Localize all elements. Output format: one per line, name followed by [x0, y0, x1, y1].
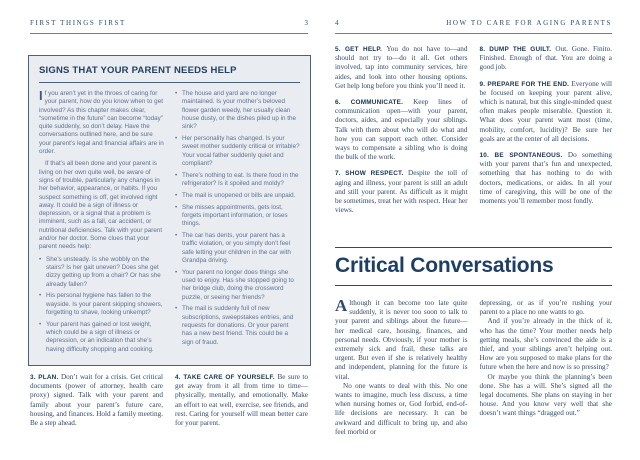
bullet-marker: •	[175, 171, 178, 179]
signs-box-columns	[39, 90, 300, 357]
drop-cap: A	[335, 296, 348, 315]
numbered-item-label: 5. GET HELP.	[335, 46, 387, 53]
signs-box-intro	[39, 90, 164, 252]
bullet-item: • There’s nothing to eat. Is there food in the refrigerator? Is it spoiled and moldy?	[175, 171, 299, 187]
left-running-head	[30, 19, 308, 34]
right-items-column-2	[480, 45, 613, 222]
paragraph: Or maybe you think the planning’s been done. She has a will. She’s signed all the legal documents. She plans on staying in her house. And you know very well that she doesn’t want things “dragged out.”	[479, 372, 612, 418]
bullet-marker: •	[175, 191, 178, 199]
bullet-marker: •	[175, 231, 178, 239]
numbered-item-label: 3. PLAN.	[30, 374, 61, 381]
bullet-item: • The mail is suddenly full of new subscriptions, sweepstakes entries, and requests for donations. Or your parent has a new best friend. This could be a sign of fraud.	[175, 305, 294, 346]
bullet-item: • The mail is unopened or bills are unpaid.	[175, 191, 296, 199]
bullet-marker: •	[39, 255, 42, 263]
right-running-head-title: HOW TO CARE FOR AGING PARENTS	[446, 19, 612, 27]
numbered-item: 7. SHOW RESPECT. Despite the toll of aging and illness, your parent is still an adult and still your parent. As difficult as it might be sometimes, treat her with respect. Hear her views.	[335, 169, 468, 215]
numbered-item: 4. TAKE CARE OF YOURSELF. Be sure to get away from it all from time to time—physically, mentally, and emotionally. Make an effort to eat well, exercise, see friends, and rest. Caring for yourself will mean better care for your parent.	[175, 373, 308, 428]
right-running-head	[335, 19, 612, 34]
left-page-number: 3	[304, 19, 308, 27]
signs-box-title: SIGNS THAT YOUR PARENT NEEDS HELP	[39, 65, 300, 83]
section-body-column-left	[335, 296, 468, 437]
signs-box-column-left	[39, 90, 164, 357]
left-items-column-2	[175, 373, 308, 435]
paragraph: Although it can become too late quite suddenly, it is never too soon to talk to your parent and siblings about the future—her medical care, housing, finances, and personal needs. Obviously, if your mother is extremely sick and frail, these talks are urgent. But even if she is relatively healthy and independent, planning for the future is vital.	[335, 296, 468, 381]
bullet-item: • His personal hygiene has fallen to the wayside. Is your parent skipping showers, forgetting to shave, looking unkempt?	[39, 292, 163, 316]
numbered-item: 6. COMMUNICATE. Keep lines of communication open—with your parent, doctors, aides, and especially your siblings. Talk with them about who will do what and how you can support each other. Consider ways to compensate a sibling who is doing the bulk of the work.	[335, 98, 468, 162]
section-heading-block	[335, 247, 612, 286]
bullet-item: • Your parent has gained or lost weight, which could be a sign of illness or depression, or an indication that she’s having difficulty shopping and cooking.	[39, 320, 154, 353]
numbered-item-label: 10. BE SPONTANEOUS.	[479, 152, 568, 160]
bullet-marker: •	[175, 90, 178, 97]
bullet-marker: •	[175, 305, 178, 313]
bullet-item: • Your parent no longer does things she used to enjoy. Has she stopped going to her bridge club, doing the crossword puzzle, or seeing her friends?	[175, 268, 294, 301]
left-items-column-1	[30, 373, 163, 435]
bullet-item: • Her personality has changed. Is your sweet mother suddenly critical or irritable? Your vocal father suddenly quiet and compliant?	[175, 134, 300, 167]
numbered-item: 9. PREPARE FOR THE END. Everyone will be focused on keeping your parent alive, which is natural, but this single-minded quest often makes people miserable. Question it. What does your parent want most (time, mobility, comfort, lucidity)? Be sure her goals are at the center of all decisions.	[479, 79, 612, 143]
bullet-marker: •	[175, 203, 178, 211]
bullet-item: • The house and yard are no longer maintained. Is your mother’s beloved flower garden weedy, her usually clean house dusty, or the dishes piled up in the sink?	[175, 90, 297, 131]
numbered-item-label: 7. SHOW RESPECT.	[335, 170, 408, 178]
numbered-item-label: 9. PREPARE FOR THE END.	[479, 80, 572, 88]
bullet-item: • She misses appointments, gets lost, forgets important information, or loses things.	[175, 203, 288, 228]
paragraph: No one wants to deal with this. No one wants to imagine, much less discuss, a time when nursing homes or, God forbid, end-of-life decisions are necessary. It can be awkward and difficult to bring up, and also feel morbid or	[335, 381, 468, 436]
signs-box	[28, 55, 311, 366]
left-page-numbered-items	[30, 373, 308, 435]
paragraph: depressing, or as if you’re rushing your parent to a place no one wants to go.	[479, 299, 612, 317]
paragraph: And if you’re already in the thick of it, who has the time? Your mother needs help getting meals, she’s convinced the aide is a thief, and your siblings aren’t helping out. How are you supposed to make plans for the future when the here and now is so pressing?	[479, 317, 612, 372]
bullet-marker: •	[175, 134, 178, 142]
numbered-item-label: 8. DUMP THE GUILT.	[479, 46, 556, 53]
paragraph: If that’s all been done and your parent is living on her own quite well, be aware of signs of trouble, particularly any changes in her behavior, appearance, or habits. If you suspect something is off, get involved right away. It could be a sign of illness or depression, or a signal that a problem is imminent, such as a fall, car accident, or nutritional deficiencies. Talk with your parent and/or her doctor. Some clues that your parent needs help:	[39, 160, 163, 251]
bullet-marker: •	[39, 292, 42, 300]
numbered-item: 8. DUMP THE GUILT. Out. Gone. Finito. Finished. Enough of that. You are doing a good job.	[479, 45, 612, 72]
bullet-item: • She’s unsteady. Is she wobbly on the stairs? Is her gait uneven? Does she get dizzy getting up from a chair? Or has she already fallen?	[39, 255, 161, 288]
bullet-item: • The car has dents, your parent has a traffic violation, or you simply don’t feel safe letting your children in the car with Grandpa driving.	[175, 231, 291, 264]
paragraph: If you aren’t yet in the throes of caring for your parent, how do you know when to get involved? As this chapter makes clear, “sometime in the future” can become “today” quite suddenly, so don’t delay. Have the conversations outlined here, and be sure your parent’s legal and financial affairs are in order.	[39, 88, 164, 156]
bullet-marker: •	[175, 268, 178, 276]
numbered-item: 3. PLAN. Don’t wait for a crisis. Get critical documents (power of attorney, health care proxy) signed. Talk with your parent and family about your parent’s future care, housing, and finances. Hold a family meeting. Be a step ahead.	[30, 373, 163, 428]
drop-cap: I	[39, 88, 43, 103]
numbered-item: 10. BE SPONTANEOUS. Do something with your parent that’s fun and unexpected, something that has nothing to do with doctors, medications, or aides. In all your time of caregiving, this will be one of the moments you’ll remember most fondly.	[479, 151, 613, 206]
signs-box-bullets-right	[175, 90, 300, 347]
section-body-column-right	[480, 299, 613, 437]
right-items-column-1	[335, 45, 468, 222]
section-title: Critical Conversations	[335, 254, 554, 277]
bullet-marker: •	[39, 320, 42, 328]
numbered-item: 5. GET HELP. You do not have to—and should not try to—do it all. Get others involved, tap into community services, hire aides, and look into other housing options. Get help long before you think you’ll need it.	[335, 45, 468, 90]
left-running-head-title: FIRST THINGS FIRST	[30, 19, 126, 27]
right-page-number: 4	[335, 19, 339, 27]
right-page-numbered-items	[335, 45, 612, 222]
numbered-item-label: 4. TAKE CARE OF YOURSELF.	[175, 374, 278, 381]
signs-box-column-right	[175, 90, 300, 357]
section-body	[335, 296, 612, 437]
signs-box-bullets-left	[39, 256, 164, 354]
numbered-item-label: 6. COMMUNICATE.	[335, 99, 414, 107]
